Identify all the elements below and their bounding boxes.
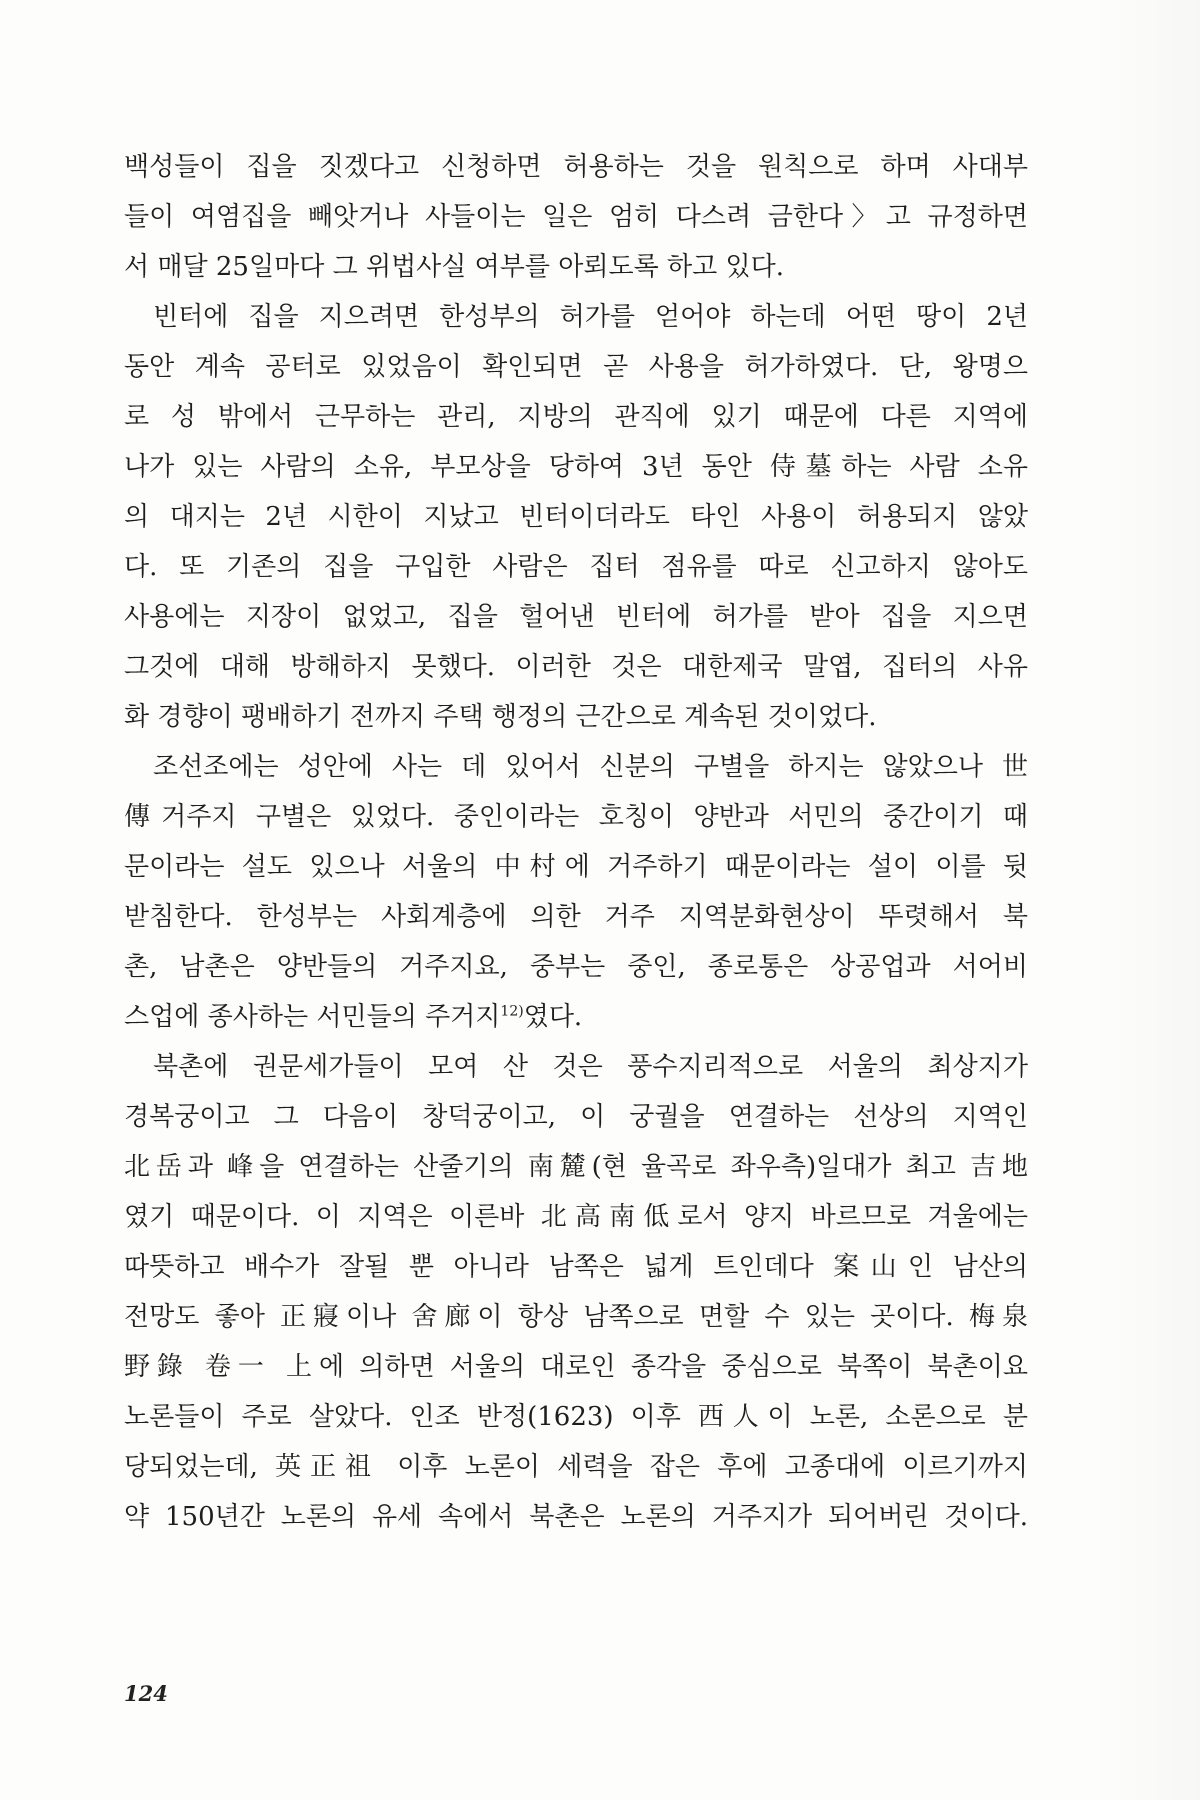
text-segment: 였다. bbox=[523, 1002, 583, 1032]
text-line: 의 대지는 2년 시한이 지났고 빈터이더라도 타인 사용이 허용되지 않았 bbox=[124, 502, 1028, 532]
text-line: 였기 때문이다. 이 지역은 이른바 北高南低로서 양지 바르므로 겨울에는 bbox=[124, 1202, 1028, 1232]
paragraph-3 bbox=[124, 742, 1028, 1042]
text-line: 로 성 밖에서 근무하는 관리, 지방의 관직에 있기 때문에 다른 지역에 bbox=[124, 402, 1028, 432]
text-line: 약 150년간 노론의 유세 속에서 북촌은 노론의 거주지가 되어버린 것이다. bbox=[124, 1502, 1028, 1532]
text-line: 北岳과 峰을 연결하는 산줄기의 南麓(현 율곡로 좌우측)일대가 최고 吉地 bbox=[124, 1152, 1028, 1182]
text-line: 노론들이 주로 살았다. 인조 반정(1623) 이후 西人이 노론, 소론으로 분 bbox=[124, 1402, 1028, 1432]
text-line: 조선조에는 성안에 사는 데 있어서 신분의 구별을 하지는 않았으나 世 bbox=[153, 752, 1028, 782]
text-line: 사용에는 지장이 없었고, 집을 헐어낸 빈터에 허가를 받아 집을 지으면 bbox=[124, 602, 1028, 632]
page-edge-shading bbox=[1090, 0, 1200, 1800]
text-line: 그것에 대해 방해하지 못했다. 이러한 것은 대한제국 말엽, 집터의 사유 bbox=[124, 652, 1028, 682]
text-line: 野錄 卷一 上에 의하면 서울의 대로인 종각을 중심으로 북쪽이 북촌이요 bbox=[124, 1352, 1028, 1382]
text-line: 서 매달 25일마다 그 위법사실 여부를 아뢰도록 하고 있다. bbox=[124, 252, 785, 282]
paragraph-2 bbox=[124, 292, 1028, 742]
text-line: 들이 여염집을 빼앗거나 사들이는 일은 엄히 다스려 금한다〉고 규정하면 bbox=[124, 202, 1028, 232]
text-line: 동안 계속 공터로 있었음이 확인되면 곧 사용을 허가하였다. 단, 왕명으 bbox=[124, 352, 1028, 382]
text-line: 따뜻하고 배수가 잘될 뿐 아니라 남쪽은 넓게 트인데다 案山인 남산의 bbox=[124, 1252, 1028, 1282]
body-text bbox=[124, 142, 1028, 1542]
text-line: 문이라는 설도 있으나 서울의 中村에 거주하기 때문이라는 설이 이를 뒷 bbox=[124, 852, 1028, 882]
text-line: 북촌에 권문세가들이 모여 산 것은 풍수지리적으로 서울의 최상지가 bbox=[153, 1052, 1028, 1082]
text-line: 받침한다. 한성부는 사회계층에 의한 거주 지역분화현상이 뚜렷해서 북 bbox=[124, 902, 1028, 932]
text-line: 다. 또 기존의 집을 구입한 사람은 집터 점유를 따로 신고하지 않아도 bbox=[124, 552, 1028, 582]
text-segment: 스업에 종사하는 서민들의 주거지 bbox=[124, 1002, 501, 1032]
text-line: 화 경향이 팽배하기 전까지 주택 행정의 근간으로 계속된 것이었다. bbox=[124, 702, 877, 732]
paragraph-1 bbox=[124, 142, 1028, 292]
text-line: 백성들이 집을 짓겠다고 신청하면 허용하는 것을 원칙으로 하며 사대부 bbox=[124, 152, 1028, 182]
text-line-with-footnote bbox=[124, 992, 1028, 1042]
text-line: 전망도 좋아 正寢이나 舍廊이 항상 남쪽으로 면할 수 있는 곳이다. 梅泉 bbox=[124, 1302, 1028, 1332]
text-line: 당되었는데, 英正祖 이후 노론이 세력을 잡은 후에 고종대에 이르기까지 bbox=[124, 1452, 1028, 1482]
text-line: 傳거주지 구별은 있었다. 중인이라는 호칭이 양반과 서민의 중간이기 때 bbox=[124, 802, 1028, 832]
page-number: 124 bbox=[124, 1681, 168, 1706]
footnote-marker: 12) bbox=[500, 1003, 524, 1020]
text-line: 나가 있는 사람의 소유, 부모상을 당하여 3년 동안 侍墓하는 사람 소유 bbox=[124, 452, 1028, 482]
text-line: 경복궁이고 그 다음이 창덕궁이고, 이 궁궐을 연결하는 선상의 지역인 bbox=[124, 1102, 1028, 1132]
text-line: 촌, 남촌은 양반들의 거주지요, 중부는 중인, 종로통은 상공업과 서어비 bbox=[124, 952, 1028, 982]
paragraph-4 bbox=[124, 1042, 1028, 1542]
text-line: 빈터에 집을 지으려면 한성부의 허가를 얻어야 하는데 어떤 땅이 2년 bbox=[153, 302, 1028, 332]
